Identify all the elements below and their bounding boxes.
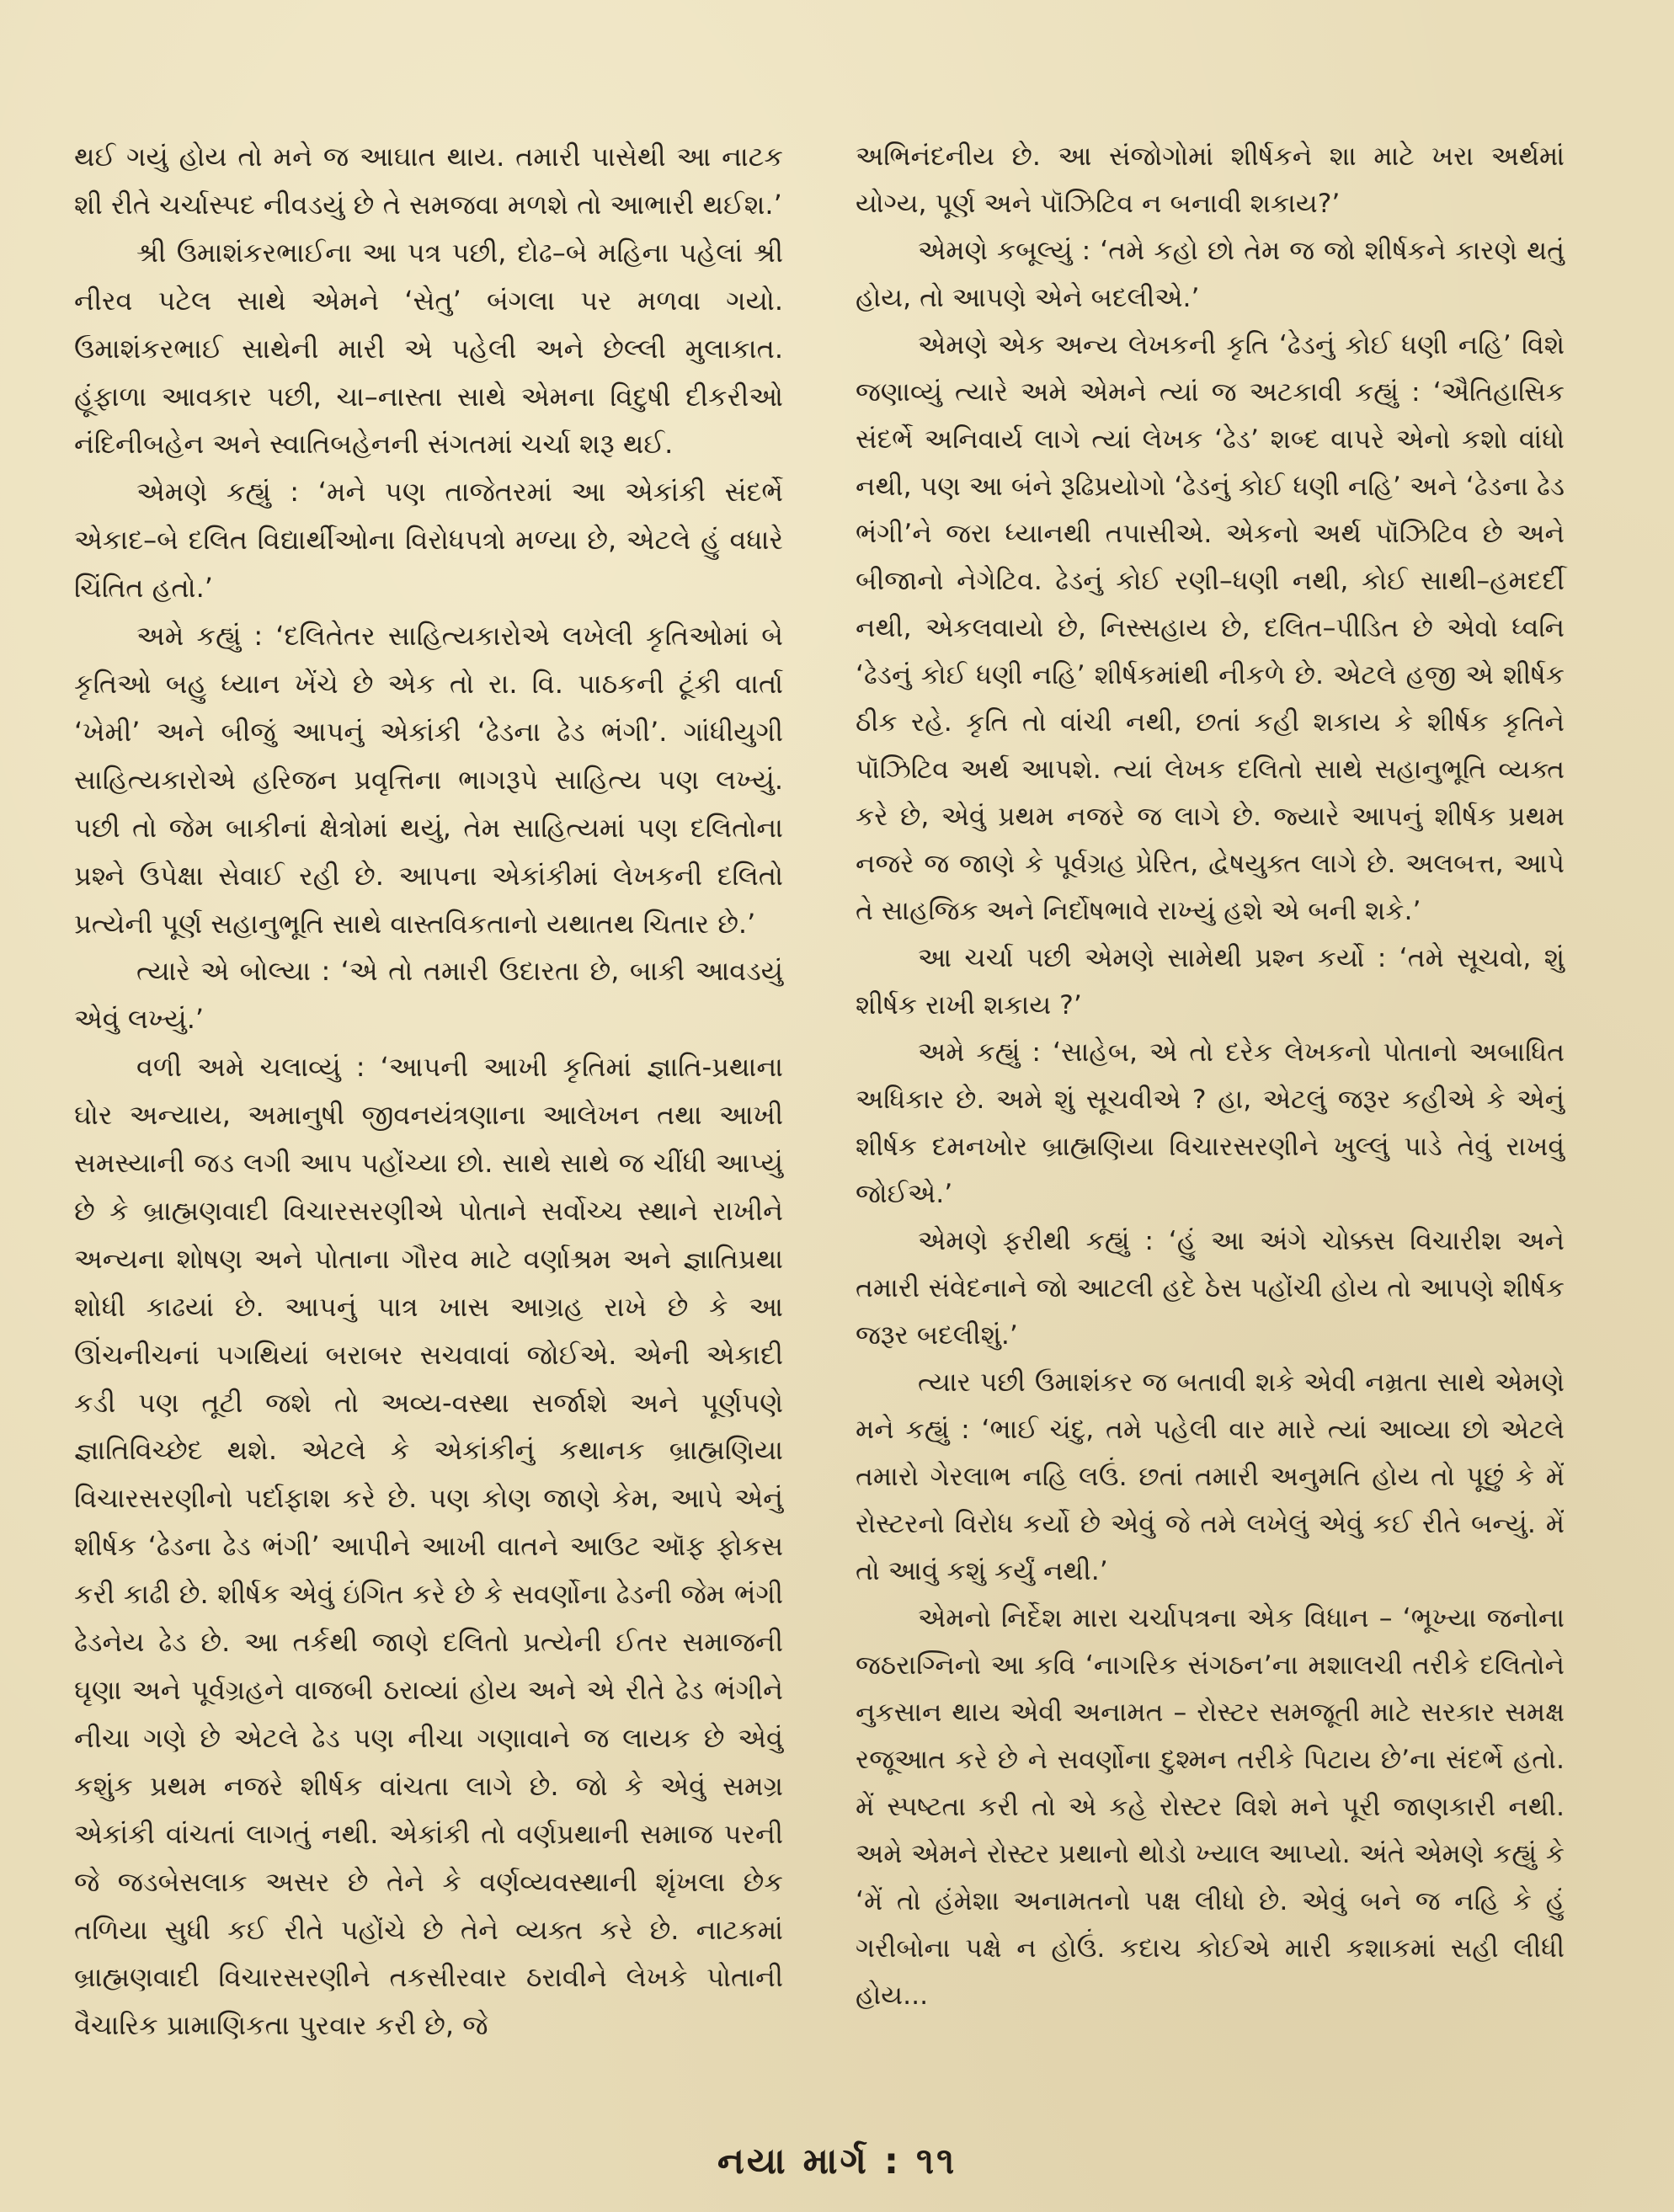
paragraph: ત્યારે એ બોલ્યા : ‘એ તો તમારી ઉદારતા છે, બાકી આવડયું એવું લખ્યું.’ <box>74 955 783 1036</box>
page-footer: નયા માર્ગ : ૧૧ <box>717 2140 957 2183</box>
paragraph: અભિનંદનીય છે. આ સંજોગોમાં શીર્ષકને શા માટે ખરા અર્થમાં યોગ્ય, પૂર્ણ અને પૉઝિટિવ ન બનાવી શકાય?’ <box>856 141 1565 219</box>
paragraph: એમનો નિર્દેશ મારા ચર્ચાપત્રના એક વિધાન – ‘ભૂખ્યા જનોના જઠરાગ્નિનો આ કવિ ‘નાગરિક સંગઠન’ના મશાલચી તરીકે દલિતોને નુકસાન થાય એવી અનામત – રોસ્ટર સમજૂતી માટે સરકાર સમક્ષ રજૂઆત કરે છે ને સવર્ણોના દુશ્મન તરીકે પિટાય છે’ના સંદર્ભે હતો. મેં સ્પષ્ટતા કરી તો એ કહે રોસ્ટર વિશે મને પૂરી જાણકારી નથી. અમે એમને રોસ્ટર પ્રથાનો થોડો ખ્યાલ આપ્યો. અંતે એમણે કહ્યું કે ‘મેં તો હંમેશા અનામતનો પક્ષ લીધો છે. એવું બને જ નહિ કે હું ગરીબોના પક્ષે ન હોઉં. કદાચ કોઈએ મારી કશાકમાં સહી લીધી હોય... <box>856 1603 1565 2011</box>
right-column <box>856 133 1565 2019</box>
paragraph: અમે કહ્યું : ‘સાહેબ, એ તો દરેક લેખકનો પોતાનો અબાધિત અધિકાર છે. અમે શું સૂચવીએ ? હા, એટલું જરૂર કહીએ કે એનું શીર્ષક દમનખોર બ્રાહ્મણિયા વિચારસરણીને ખુલ્લું પાડે તેવું રાખવું જોઈએ.’ <box>856 1037 1565 1209</box>
paragraph: આ ચર્ચા પછી એમણે સામેથી પ્રશ્ન કર્યો : ‘તમે સૂચવો, શું શીર્ષક રાખી શકાય ?’ <box>856 943 1565 1021</box>
paragraph: એમણે કહ્યું : ‘મને પણ તાજેતરમાં આ એકાંકી સંદર્ભે એકાદ–બે દલિત વિદ્યાર્થીઓના વિરોધપત્રો મળ્યા છે, એટલે હું વધારે ચિંતિત હતો.’ <box>74 476 783 605</box>
paragraph: વળી અમે ચલાવ્યું : ‘આપની આખી કૃતિમાં જ્ઞાતિ-પ્રથાના ઘોર અન્યાય, અમાનુષી જીવનયંત્રણાના આલેખન તથા આખી સમસ્યાની જડ લગી આપ પહોંચ્યા છો. સાથે સાથે જ ચીંધી આપ્યું છે કે બ્રાહ્મણવાદી વિચારસરણીએ પોતાને સર્વોચ્ચ સ્થાને રાખીને અન્યના શોષણ અને પોતાના ગૌરવ માટે વર્ણાશ્રમ અને જ્ઞાતિપ્રથા શોધી કાઢયાં છે. આપનું પાત્ર ખાસ આગ્રહ રાખે છે કે આ ઊંચનીચનાં પગથિયાં બરાબર સચવાવાં જોઈએ. એની એકાદી કડી પણ તૂટી જશે તો અવ્ય-વસ્થા સર્જાશે અને પૂર્ણપણે જ્ઞાતિવિચ્છેદ થશે. એટલે કે એકાંકીનું કથાનક બ્રાહ્મણિયા વિચારસરણીનો પર્દાફાશ કરે છે. પણ કોણ જાણે કેમ, આપે એનું શીર્ષક ‘ઢેડના ઢેડ ભંગી’ આપીને આખી વાતને આઉટ ઑફ ફોકસ કરી કાઢી છે. શીર્ષક એવું ઇંગિત કરે છે કે સવર્ણોના ઢેડની જેમ ભંગી ઢેડનેય ઢેડ છે. આ તર્કથી જાણે દલિતો પ્રત્યેની ઈતર સમાજની ઘૃણા અને પૂર્વગ્રહને વાજબી ઠરાવ્યાં હોય અને એ રીતે ઢેડ ભંગીને નીચા ગણે છે એટલે ઢેડ પણ નીચા ગણાવાને જ લાયક છે એવું કશુંક પ્રથમ નજરે શીર્ષક વાંચતા લાગે છે. જો કે એવું સમગ્ર એકાંકી વાંચતાં લાગતું નથી. એકાંકી તો વર્ણપ્રથાની સમાજ પરની જે જડબેસલાક અસર છે તેને કે વર્ણવ્યવસ્થાની શૃંખલા છેક તળિયા સુધી કઈ રીતે પહોંચે છે તેને વ્યક્ત કરે છે. નાટકમાં બ્રાહ્મણવાદી વિચારસરણીને તકસીરવાર ઠરાવીને લેખકે પોતાની વૈચારિક પ્રામાણિકતા પુરવાર કરી છે, જે <box>74 1051 783 2042</box>
paragraph: એમણે ફરીથી કહ્યું : ‘હું આ અંગે ચોક્કસ વિચારીશ અને તમારી સંવેદનાને જો આટલી હદે ઠેસ પહોંચી હોય તો આપણે શીર્ષક જરૂર બદલીશું.’ <box>856 1226 1565 1351</box>
paragraph: અમે કહ્યું : ‘દલિતેતર સાહિત્યકારોએ લખેલી કૃતિઓમાં બે કૃતિઓ બહુ ધ્યાન ખેંચે છે એક તો રા. વિ. પાઠકની ટૂંકી વાર્તા ‘ખેમી’ અને બીજું આપનું એકાંકી ‘ઢેડના ઢેડ ભંગી’. ગાંધીયુગી સાહિત્યકારોએ હરિજન પ્રવૃત્તિના ભાગરૂપે સાહિત્ય પણ લખ્યું. પછી તો જેમ બાકીનાં ક્ષેત્રોમાં થયું, તેમ સાહિત્યમાં પણ દલિતોના પ્રશ્ને ઉપેક્ષા સેવાઈ રહી છે. આપના એકાંકીમાં લેખકની દલિતો પ્રત્યેની પૂર્ણ સહાનુભૂતિ સાથે વાસ્તવિકતાનો યથાતથ ચિતાર છે.’ <box>74 620 783 940</box>
paragraph: શ્રી ઉમાશંકરભાઈના આ પત્ર પછી, દોઢ–બે મહિના પહેલાં શ્રી નીરવ પટેલ સાથે એમને ‘સેતુ’ બંગલા પર મળવા ગયો. ઉમાશંકરભાઈ સાથેની મારી એ પહેલી અને છેલ્લી મુલાકાત. હૂંફાળા આવકાર પછી, ચા–નાસ્તા સાથે એમના વિદુષી દીકરીઓ નંદિનીબહેન અને સ્વાતિબહેનની સંગતમાં ચર્ચા શરૂ થઈ. <box>74 236 783 461</box>
paragraph: એમણે એક અન્ય લેખકની કૃતિ ‘ઢેડનું કોઈ ધણી નહિ’ વિશે જણાવ્યું ત્યારે અમે એમને ત્યાં જ અટકાવી કહ્યું : ‘ઐતિહાસિક સંદર્ભે અનિવાર્ય લાગે ત્યાં લેખક ‘ઢેડ’ શબ્દ વાપરે એનો કશો વાંધો નથી, પણ આ બંને રૂઢિપ્રયોગો ‘ઢેડનું કોઈ ધણી નહિ’ અને ‘ઢેડના ઢેડ ભંગી’ને જરા ધ્યાનથી તપાસીએ. એકનો અર્થ પૉઝિટિવ છે અને બીજાનો નેગેટિવ. ઢેડનું કોઈ રણી–ધણી નથી, કોઈ સાથી–હમદર્દી નથી, એકલવાયો છે, નિસ્સહાય છે, દલિત–પીડિત છે એવો ધ્વનિ ‘ઢેડનું કોઈ ધણી નહિ’ શીર્ષકમાંથી નીકળે છે. એટલે હજી એ શીર્ષક ઠીક રહે. કૃતિ તો વાંચી નથી, છતાં કહી શકાય કે શીર્ષક કૃતિને પૉઝિટિવ અર્થ આપશે. ત્યાં લેખક દલિતો સાથે સહાનુભૂતિ વ્યક્ત કરે છે, એવું પ્રથમ નજરે જ લાગે છે. જ્યારે આપનું શીર્ષક પ્રથમ નજરે જ જાણે કે પૂર્વગ્રહ પ્રેરિત, દ્વેષયુક્ત લાગે છે. અલબત્ત, આપે તે સાહજિક અને નિર્દોષભાવે રાખ્યું હશે એ બની શકે.’ <box>856 330 1565 926</box>
paragraph: એમણે કબૂલ્યું : ‘તમે કહો છો તેમ જ જો શીર્ષકને કારણે થતું હોય, તો આપણે એને બદલીએ.’ <box>856 236 1565 313</box>
paragraph: ત્યાર પછી ઉમાશંકર જ બતાવી શકે એવી નમ્રતા સાથે એમણે મને કહ્યું : ‘ભાઈ ચંદુ, તમે પહેલી વાર મારે ત્યાં આવ્યા છો એટલે તમારો ગેરલાભ નહિ લઉં. છતાં તમારી અનુમતિ હોય તો પૂછું કે મેં રોસ્ટરનો વિરોધ કર્યો છે એવું જે તમે લખેલું એવું કઈ રીતે બન્યું. મેં તો આવું કશું કર્યું નથી.’ <box>856 1367 1565 1586</box>
left-column <box>74 133 783 2049</box>
paragraph: થઈ ગયું હોય તો મને જ આઘાત થાય. તમારી પાસેથી આ નાટક શી રીતે ચર્ચાસ્પદ નીવડયું છે તે સમજવા મળશે તો આભારી થઈશ.’ <box>74 141 783 221</box>
